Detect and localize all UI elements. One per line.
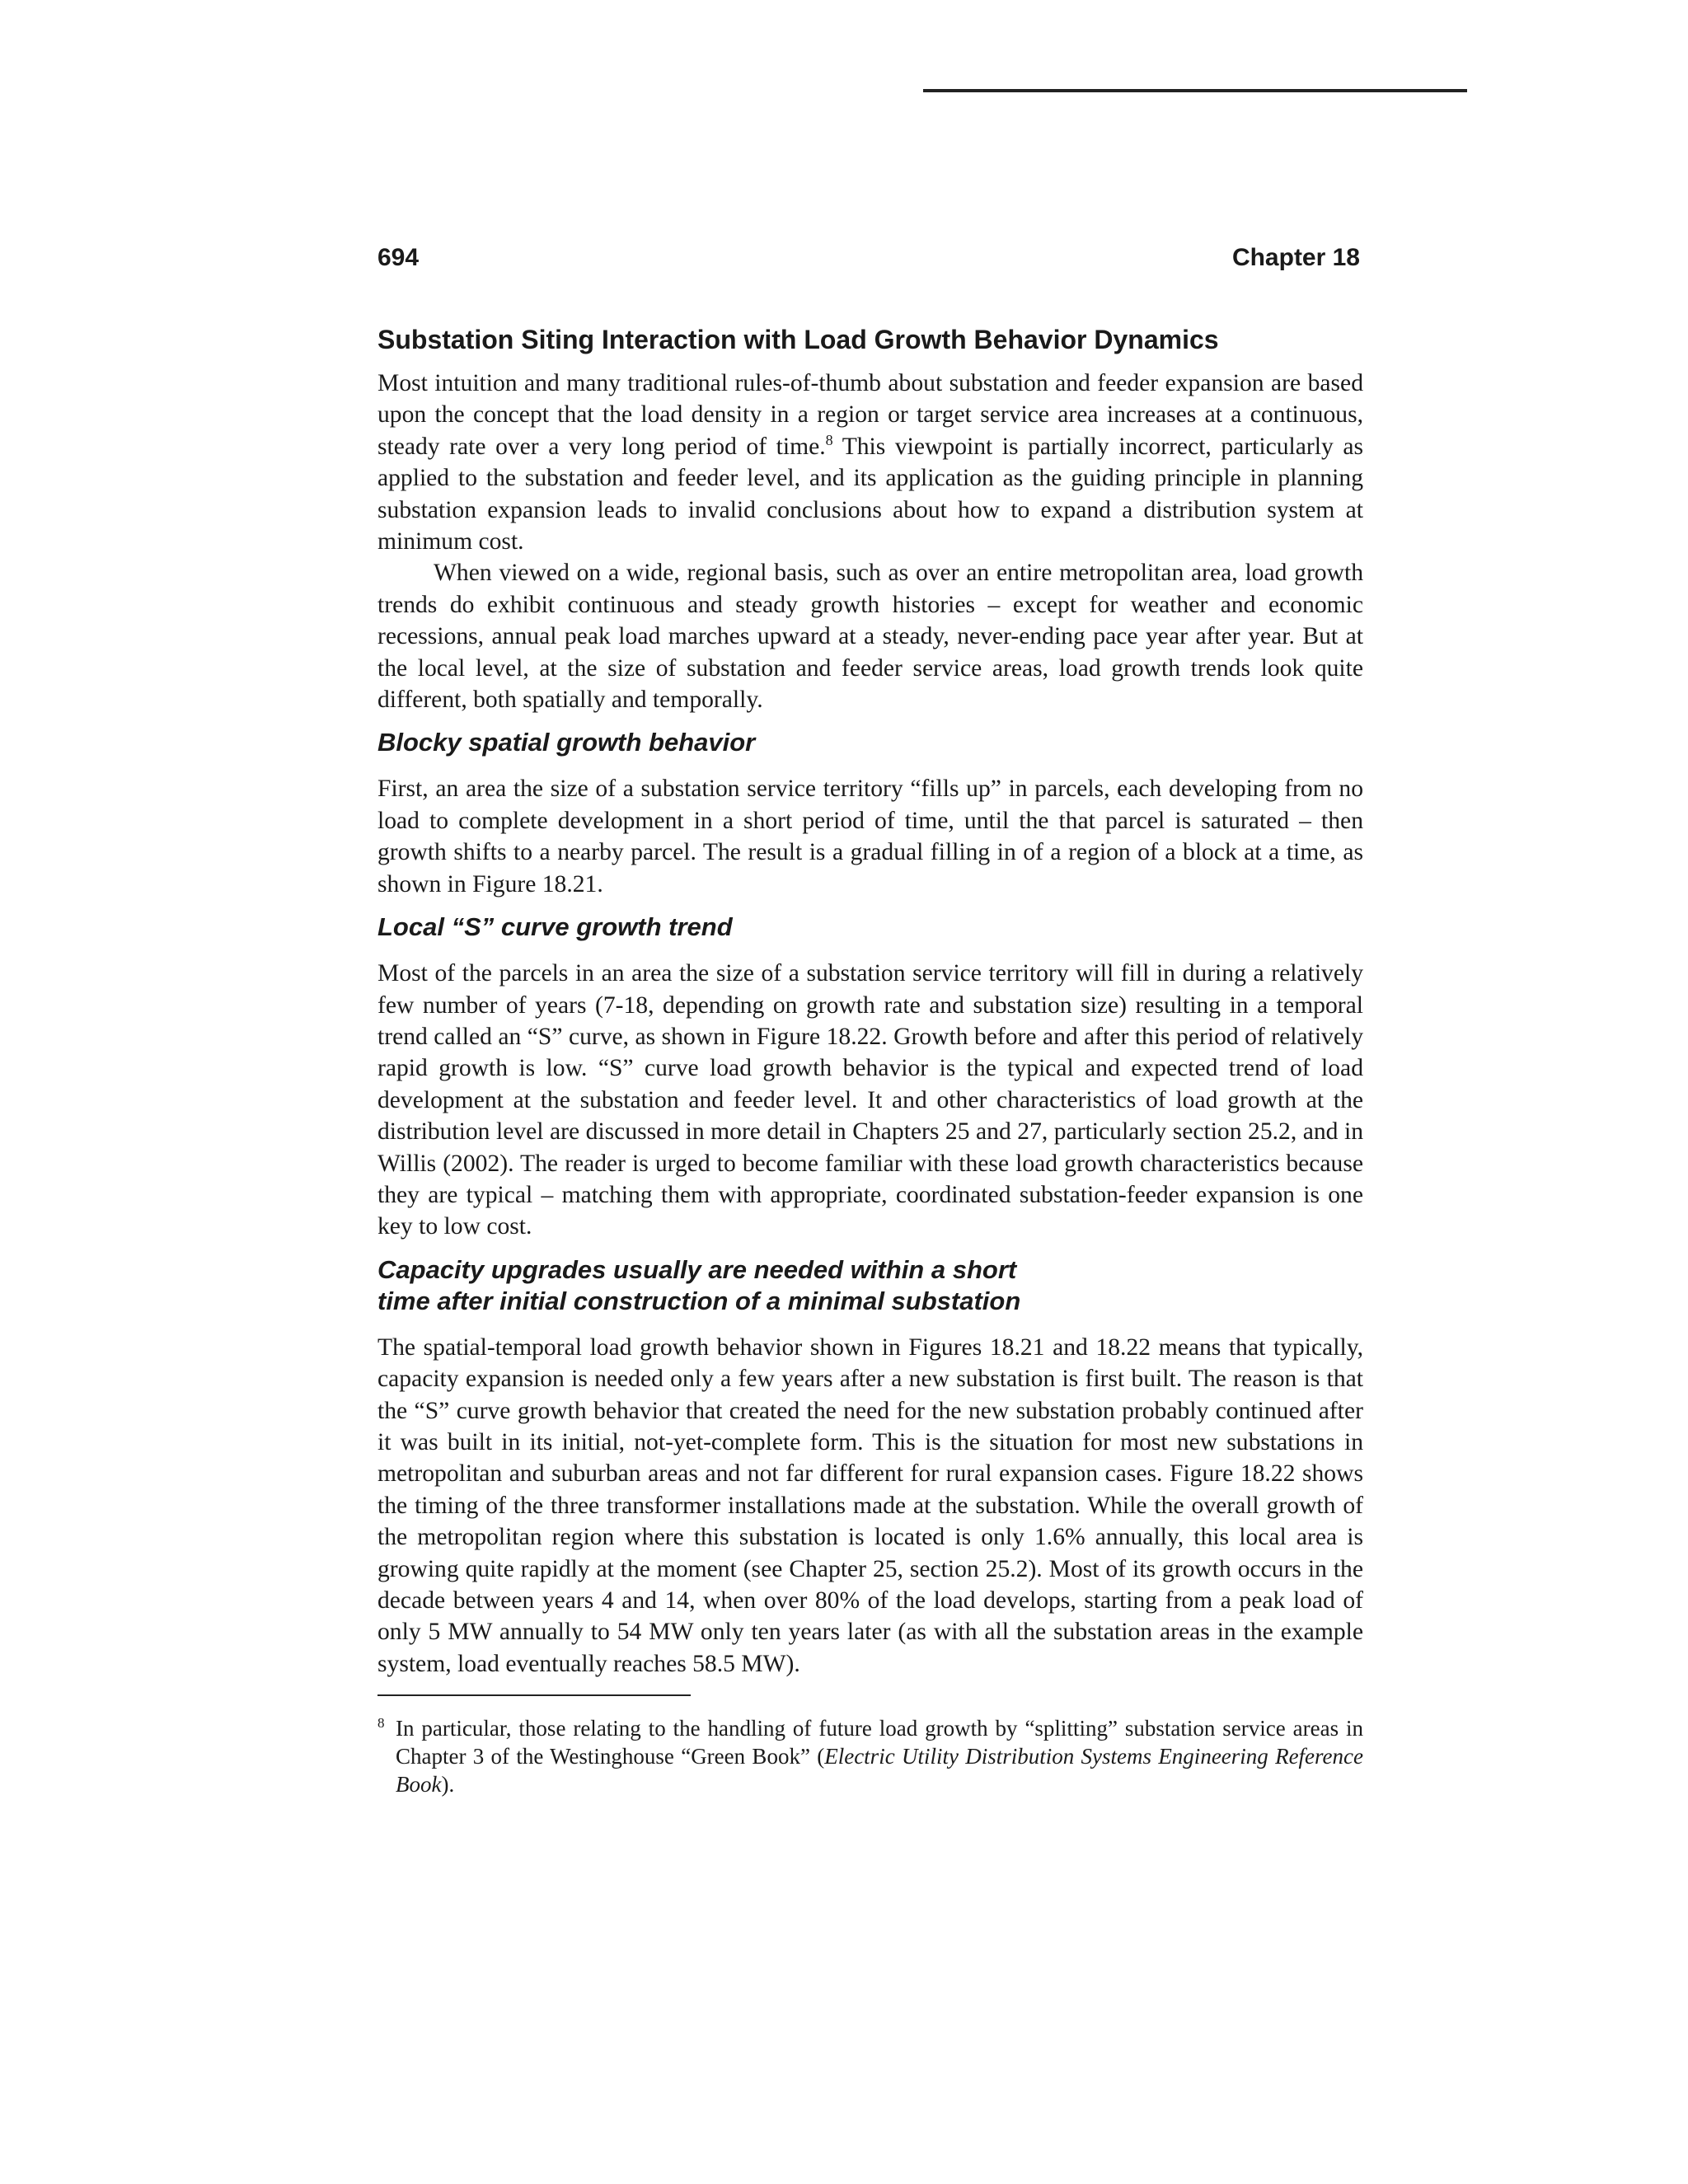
running-head: Chapter 18 <box>1231 244 1360 271</box>
section-paragraph-1 <box>377 368 1363 557</box>
footnote-reference: 8 <box>825 431 833 448</box>
subheading-line: time after initial construction of a minimal substation <box>377 1286 1021 1315</box>
paragraph-text: Most intuition and many traditional rules-of-thumb about substation and feeder expansion are based upon the concept that the load density in a region or target service area increases at a continuous, steady rate over a very long period of time. <box>377 370 1363 460</box>
header-rule <box>923 89 1467 92</box>
s-curve-paragraph: Most of the parcels in an area the size of a substation service territory will fill in during a relatively few number of years (7-18, depending on growth rate and substation size) resulting in a temporal trend called an “S” curve, as shown in Figure 18.22. Growth before and after this period of relatively rapid growth is low. “S” curve load growth behavior is the typical and expected trend of load development at the substation and feeder level. It and other characteristics of load growth at the distribution level are discussed in more detail in Chapters 25 and 27, particularly section 25.2, and in Willis (2002). The reader is urged to become familiar with these load growth characteristics because they are typical – matching them with appropriate, coordinated substation-feeder expansion is one key to low cost. <box>377 960 1363 1240</box>
subheading-line: Capacity upgrades usually are needed within a short <box>377 1254 1017 1284</box>
page-number: 694 <box>377 244 420 271</box>
subheading-s-curve: Local “S” curve growth trend <box>377 912 733 942</box>
subheading-blocky-growth: Blocky spatial growth behavior <box>377 728 756 757</box>
subheading-capacity-upgrades <box>377 1254 1363 1317</box>
footnote: 8 In particular, those relating to the handling of future load growth by “splitting” substation service areas in Chapter 3 of the Westinghouse “Green Book” (Electric Utility Distribution Systems Engineering Reference Book). <box>377 1715 1363 1797</box>
footnote-book-title: Electric Utility Distribution Systems Engineering Reference Book <box>396 1744 1363 1797</box>
footnote-text-end: ). <box>441 1772 455 1797</box>
section-heading: Substation Siting Interaction with Load Growth Behavior Dynamics <box>377 325 1219 354</box>
paragraph-text: This viewpoint is partially incorrect, particularly as applied to the substation and feeder level, and its application as the guiding principle in planning substation expansion leads to invalid conclusions about how to expand a distribution system at minimum cost. <box>377 433 1364 555</box>
blocky-paragraph: First, an area the size of a substation service territory “fills up” in parcels, each developing from no load to complete development in a short period of time, until the that parcel is saturated – then growth shifts to a nearby parcel. The result is a gradual filling in of a region of a block at a time, as shown in Figure 18.21. <box>377 776 1363 898</box>
page-body <box>377 323 1363 1798</box>
footnote-rule <box>377 1694 691 1696</box>
section-paragraph-2: When viewed on a wide, regional basis, such as over an entire metropolitan area, load growth trends do exhibit continuous and steady growth histories – except for weather and economic recessions, annual peak load marches upward at a steady, never-ending pace year after year. But at the local level, at the size of substation and feeder service areas, load growth trends look quite different, both spatially and temporally. <box>377 560 1363 714</box>
capacity-paragraph: The spatial-temporal load growth behavior shown in Figures 18.21 and 18.22 means that typically, capacity expansion is needed only a few years after a new substation is first built. The reason is that the “S” curve growth behavior that created the need for the new substation probably continued after it was built in its initial, not-yet-complete form. This is the situation for most new substations in metropolitan and suburban areas and not far different for rural expansion cases. Figure 18.22 shows the timing of the three transformer installations made at the substation. While the overall growth of the metropolitan region where this substation is located is only 1.6% annually, this local area is growing quite rapidly at the moment (see Chapter 25, section 25.2). Most of its growth occurs in the decade between years 4 and 14, when over 80% of the load develops, starting from a peak load of only 5 MW annually to 54 MW only ten years later (as with all the substation areas in the example system, load eventually reaches 58.5 MW). <box>377 1333 1363 1677</box>
footnote-text: In particular, those relating to the handling of future load growth by “splitting” substation service areas in Chapter 3 of the Westinghouse “Green Book” ( <box>396 1716 1363 1769</box>
